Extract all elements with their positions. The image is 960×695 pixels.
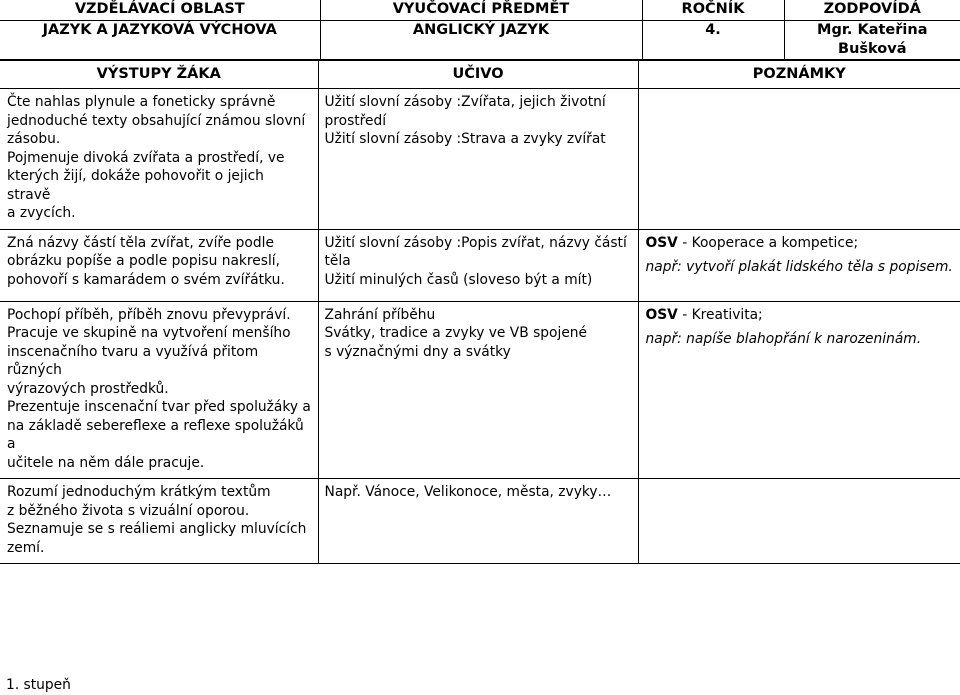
text-line: Pracuje ve skupině na vytvoření menšího [7, 325, 291, 341]
text-line: kterých žijí, dokáže pohovořit o jejich stravě [7, 168, 264, 203]
text-line: Zná názvy částí těla zvířat, zvíře podle [7, 234, 274, 251]
outputs-cell [0, 301, 318, 479]
text-line: Pojmenuje divoká zvířata a prostředí, ve [7, 149, 285, 166]
curriculum-cell [318, 229, 638, 301]
notes-cell [638, 479, 960, 564]
notes-cell [638, 301, 960, 479]
example-note: např: vytvoří plakát lidského těla s popisem. [645, 259, 953, 275]
text-line: Seznamuje se s reáliemi anglicky mluvících [7, 521, 307, 537]
text-line: Užití slovní zásoby :Popis zvířat, názvy částí [324, 234, 627, 251]
example-note: např: napíše blahopřání k narozeninám. [645, 331, 922, 347]
osv-tag: OSV [645, 234, 678, 251]
area-label: VZDĚLÁVACÍ OBLAST [0, 0, 320, 21]
notes-cell [638, 229, 960, 301]
text-line: učitele na něm dále pracuje. [7, 454, 205, 471]
column-header-row [0, 61, 960, 89]
text-line: Užití slovní zásoby :Zvířata, jejich životní [324, 94, 606, 110]
table-row [0, 301, 960, 479]
text-line: Např. Vánoce, Velikonoce, města, zvyky… [324, 484, 612, 500]
header-value-row [0, 21, 960, 60]
osv-note [646, 234, 955, 253]
text-line: Pochopí příběh, příběh znovu převypráví. [7, 306, 291, 323]
responsible-value: Mgr. Kateřina Bušková [784, 21, 960, 60]
header-table [0, 0, 960, 60]
text-line: Užití minulých časů (sloveso být a mít) [324, 271, 593, 288]
text-line: zemí. [7, 539, 45, 556]
notes-cell [638, 89, 960, 230]
text-line: Rozumí jednoduchým krátkým textům [7, 484, 271, 500]
text-line: těla [324, 253, 351, 269]
osv-tag: OSV [645, 306, 678, 323]
outputs-column-header: VÝSTUPY ŽÁKA [0, 61, 318, 89]
outputs-cell [0, 479, 318, 564]
grade-value: 4. [642, 21, 784, 60]
text-line: z běžného života s vizuální oporou. [7, 502, 250, 519]
text-line: pohovoří s kamarádem o svém zvířátku. [7, 271, 285, 288]
text-line: jednoduché texty obsahující známou slovní [7, 112, 306, 129]
table-row [0, 89, 960, 230]
responsible-label: ZODPOVÍDÁ [784, 0, 960, 21]
text-line: na základě sebereflexe a reflexe spolužáků a [7, 417, 304, 452]
text-line: Svátky, tradice a zvyky ve VB spojené [324, 325, 588, 341]
text-line: prostředí [324, 112, 387, 129]
text-line: Zahrání příběhu [324, 306, 436, 323]
curriculum-column-header: UČIVO [318, 61, 638, 89]
curriculum-cell [318, 89, 638, 230]
grade-label: ROČNÍK [642, 0, 784, 21]
table-row [0, 229, 960, 301]
text-line: Čte nahlas plynule a foneticky správně [7, 94, 276, 110]
text-line: a zvycích. [7, 205, 76, 221]
notes-column-header: POZNÁMKY [638, 61, 960, 89]
table-row [0, 479, 960, 564]
osv-note [646, 306, 955, 325]
footer-stage: 1. stupeň [6, 677, 71, 693]
outputs-cell [0, 89, 318, 230]
text-line: s význačnými dny a svátky [324, 343, 511, 360]
outputs-cell [0, 229, 318, 301]
subject-value: ANGLICKÝ JAZYK [320, 21, 642, 60]
osv-text: - Kreativita; [677, 306, 763, 323]
text-line: zásobu. [7, 131, 61, 147]
text-line: obrázku popíše a podle popisu nakreslí, [7, 253, 281, 269]
curriculum-cell [318, 479, 638, 564]
area-value: JAZYK A JAZYKOVÁ VÝCHOVA [0, 21, 320, 60]
text-line: Užití slovní zásoby :Strava a zvyky zvířat [324, 131, 606, 147]
subject-label: VYUČOVACÍ PŘEDMĚT [320, 0, 642, 21]
osv-text: - Kooperace a kompetice; [677, 234, 859, 251]
text-line: výrazových prostředků. [7, 380, 169, 397]
curriculum-table [0, 60, 960, 564]
text-line: inscenačního tvaru a využívá přitom různých [7, 343, 259, 378]
header-label-row [0, 0, 960, 21]
curriculum-cell [318, 301, 638, 479]
text-line: Prezentuje inscenační tvar před spolužáky a [7, 399, 311, 415]
